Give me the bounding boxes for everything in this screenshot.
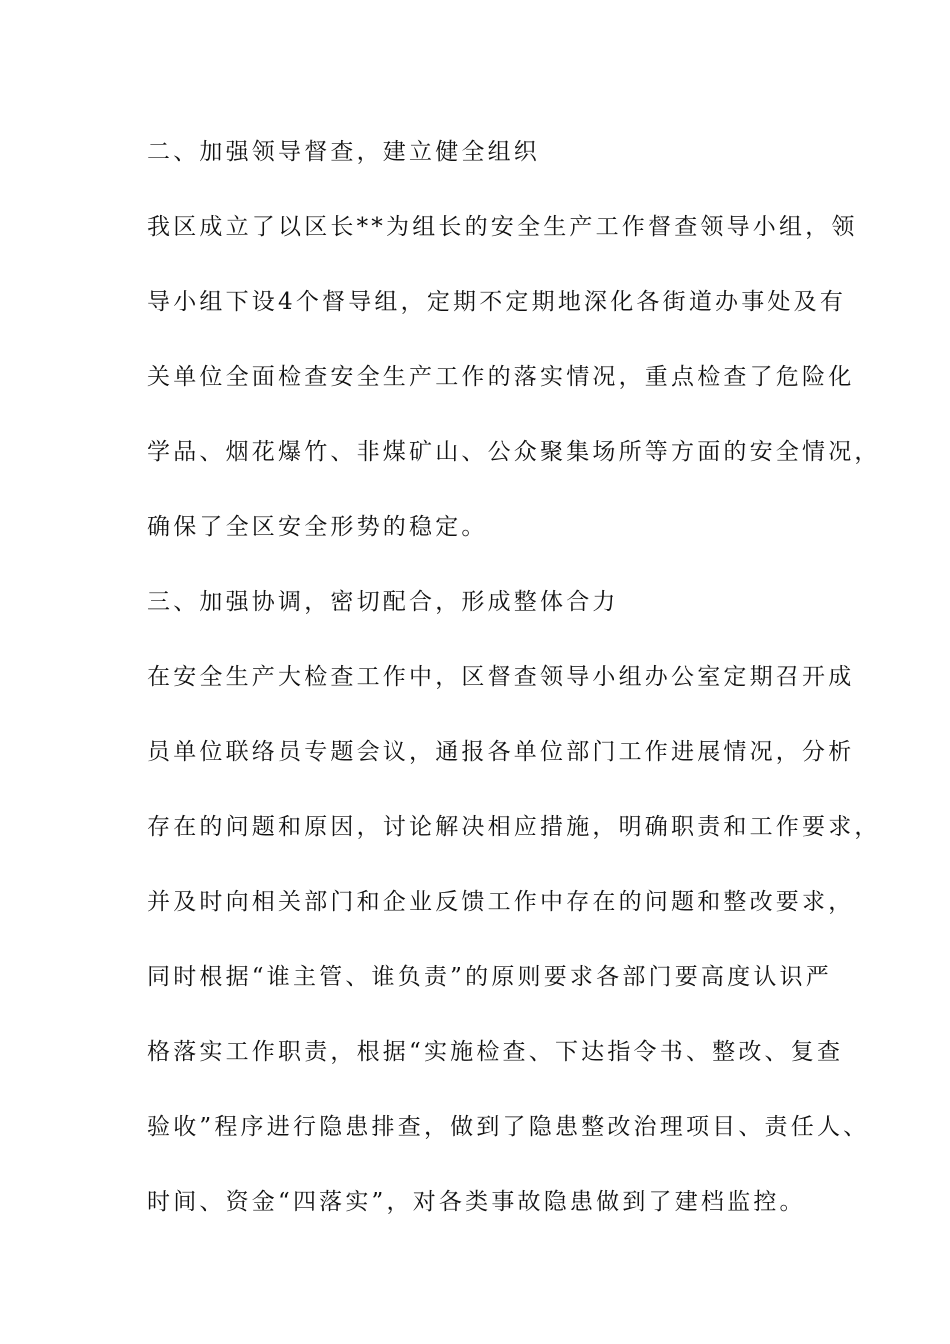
section-3-paragraph-line: 验收”程序进行隐患排查，做到了隐患整改治理项目、责任人、 [147, 1114, 870, 1140]
section-2-paragraph-line: 学品、烟花爆竹、非煤矿山、公众聚集场所等方面的安全情况， [147, 439, 881, 465]
section-2-paragraph-line: 关单位全面检查安全生产工作的落实情况，重点检查了危险化 [147, 364, 855, 390]
section-2-paragraph-line: 导小组下设4个督导组，定期不定期地深化各街道办事处及有 [147, 289, 847, 315]
section-3-paragraph-line: 格落实工作职责，根据“实施检查、下达指令书、整改、复查 [147, 1039, 844, 1065]
section-2-paragraph-line: 确保了全区安全形势的稳定。 [147, 514, 488, 540]
section-3-paragraph-line: 在安全生产大检查工作中，区督查领导小组办公室定期召开成 [147, 664, 855, 690]
section-3-heading: 三、加强协调，密切配合，形成整体合力 [147, 589, 619, 615]
section-2-paragraph-line: 我区成立了以区长**为组长的安全生产工作督查领导小组，领 [147, 214, 858, 240]
section-3-paragraph-line: 员单位联络员专题会议，通报各单位部门工作进展情况，分析 [147, 739, 855, 765]
section-2-heading: 二、加强领导督查，建立健全组织 [147, 139, 540, 165]
section-3-paragraph-line: 并及时向相关部门和企业反馈工作中存在的问题和整改要求， [147, 889, 855, 915]
section-3-paragraph-line: 时间、资金“四落实”，对各类事故隐患做到了建档监控。 [147, 1189, 806, 1215]
section-3-paragraph-line: 存在的问题和原因，讨论解决相应措施，明确职责和工作要求， [147, 814, 881, 840]
section-3-paragraph-line: 同时根据“谁主管、谁负责”的原则要求各部门要高度认识严 [147, 964, 832, 990]
